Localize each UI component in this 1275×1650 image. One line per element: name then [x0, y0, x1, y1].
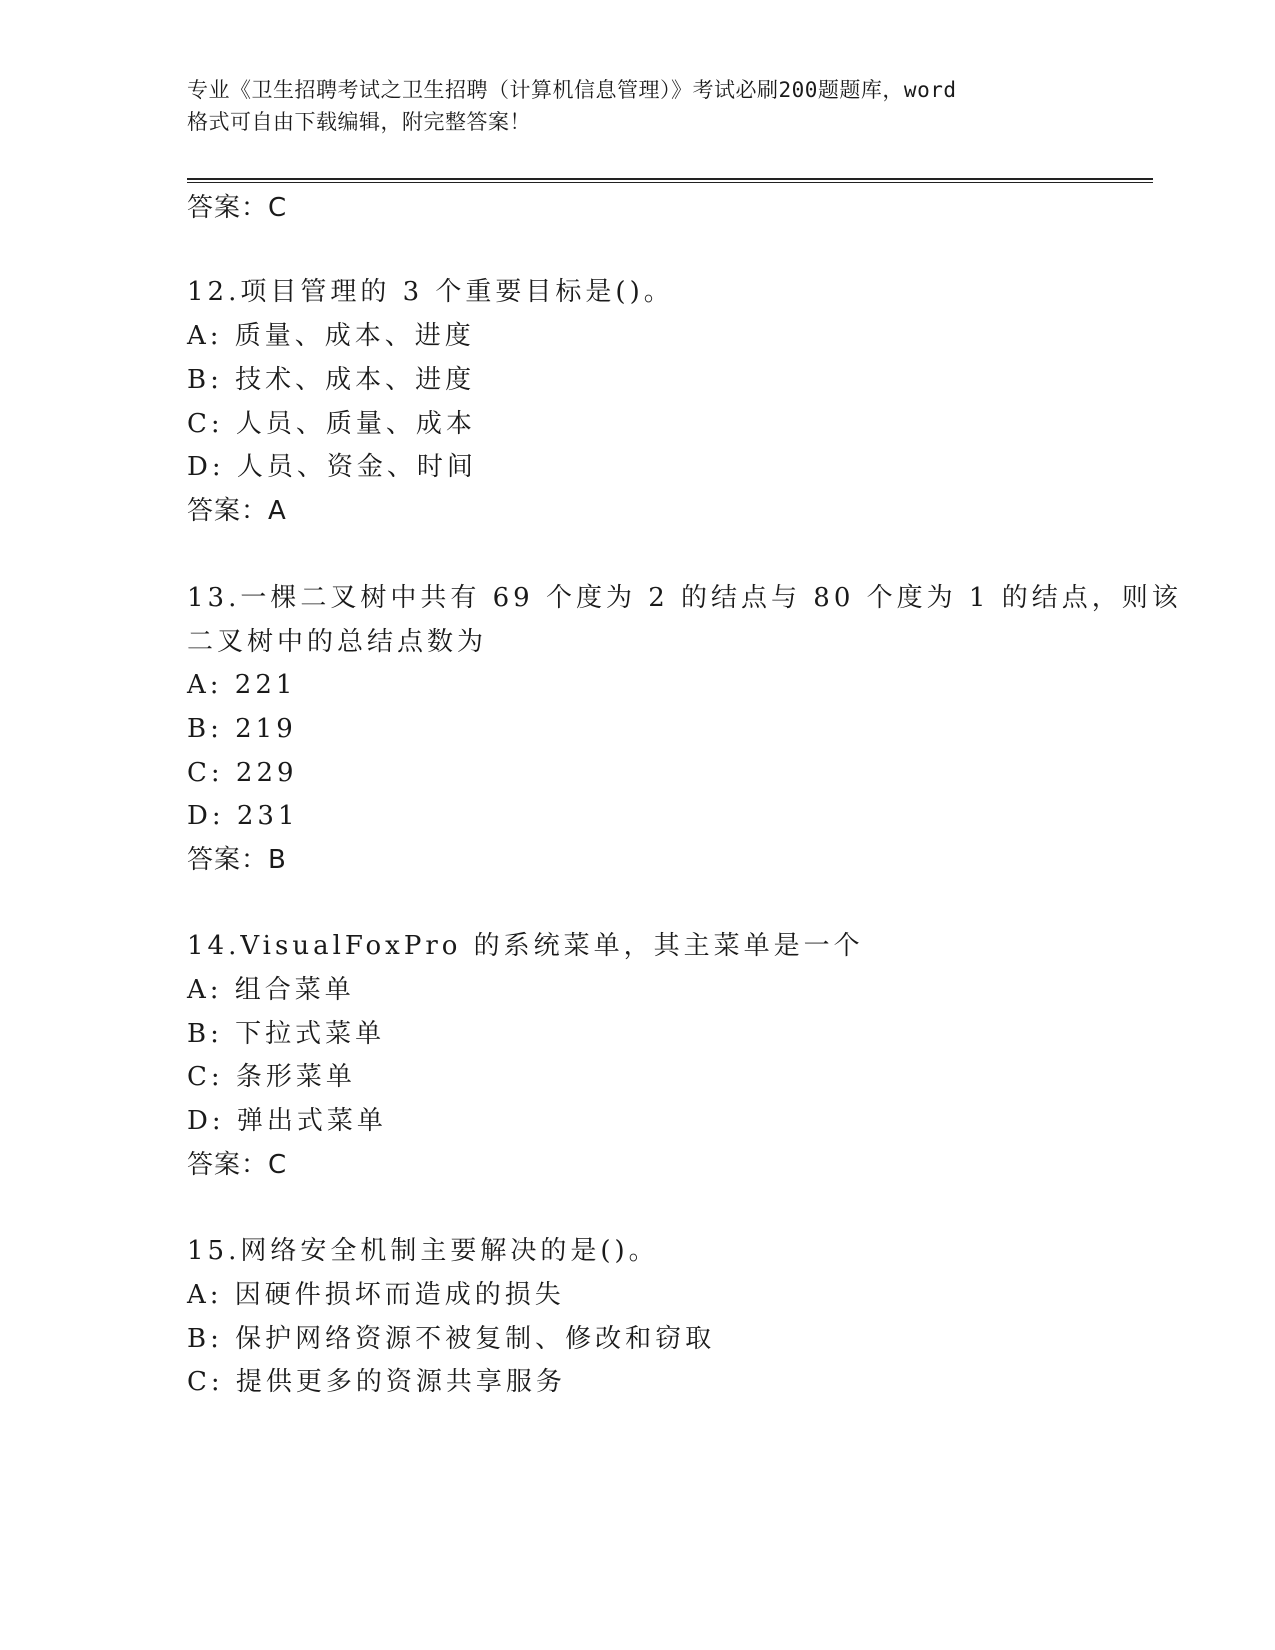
- question-15-option-b: B: 保护网络资源不被复制、修改和窃取: [187, 1324, 716, 1354]
- question-14-option-c: C: 条形菜单: [187, 1062, 356, 1092]
- question-12-option-d: D: 人员、资金、时间: [187, 452, 477, 482]
- question-14-answer: 答案：C: [187, 1150, 288, 1180]
- question-14-option-a: A: 组合菜单: [187, 975, 355, 1005]
- question-15-option-c: C: 提供更多的资源共享服务: [187, 1367, 566, 1397]
- question-14-option-b: B: 下拉式菜单: [187, 1019, 386, 1049]
- question-12-option-b: B: 技术、成本、进度: [187, 365, 476, 395]
- question-13-option-c: C: 229: [187, 758, 298, 788]
- question-13-answer: 答案：B: [187, 845, 287, 875]
- question-13-option-a: A: 221: [187, 670, 297, 700]
- document-header: [187, 74, 1087, 138]
- question-14-option-d: D: 弹出式菜单: [187, 1106, 387, 1136]
- question-15-text: 15.网络安全机制主要解决的是()。: [187, 1236, 659, 1266]
- header-divider: [187, 178, 1153, 183]
- previous-answer: 答案：C: [187, 193, 288, 223]
- header-line-1: 专业《卫生招聘考试之卫生招聘（计算机信息管理）》考试必刷200题题库，word: [187, 78, 957, 102]
- question-13-text-line-1: 13.一棵二叉树中共有 69 个度为 2 的结点与 80 个度为 1 的结点，则该: [187, 583, 1182, 613]
- question-13-option-b: B: 219: [187, 714, 297, 744]
- question-12-text: 12.项目管理的 3 个重要目标是()。: [187, 277, 674, 307]
- header-line-2: 格式可自由下载编辑，附完整答案！: [187, 110, 531, 134]
- question-15-option-a: A: 因硬件损坏而造成的损失: [187, 1280, 565, 1310]
- question-14-text: 14.VisualFoxPro 的系统菜单，其主菜单是一个: [187, 931, 864, 961]
- question-13-option-d: D: 231: [187, 801, 299, 831]
- question-12-answer: 答案：A: [187, 496, 287, 526]
- question-13-text-line-2: 二叉树中的总结点数为: [187, 627, 488, 657]
- question-12-option-a: A: 质量、成本、进度: [187, 321, 475, 351]
- question-12-option-c: C: 人员、质量、成本: [187, 409, 476, 439]
